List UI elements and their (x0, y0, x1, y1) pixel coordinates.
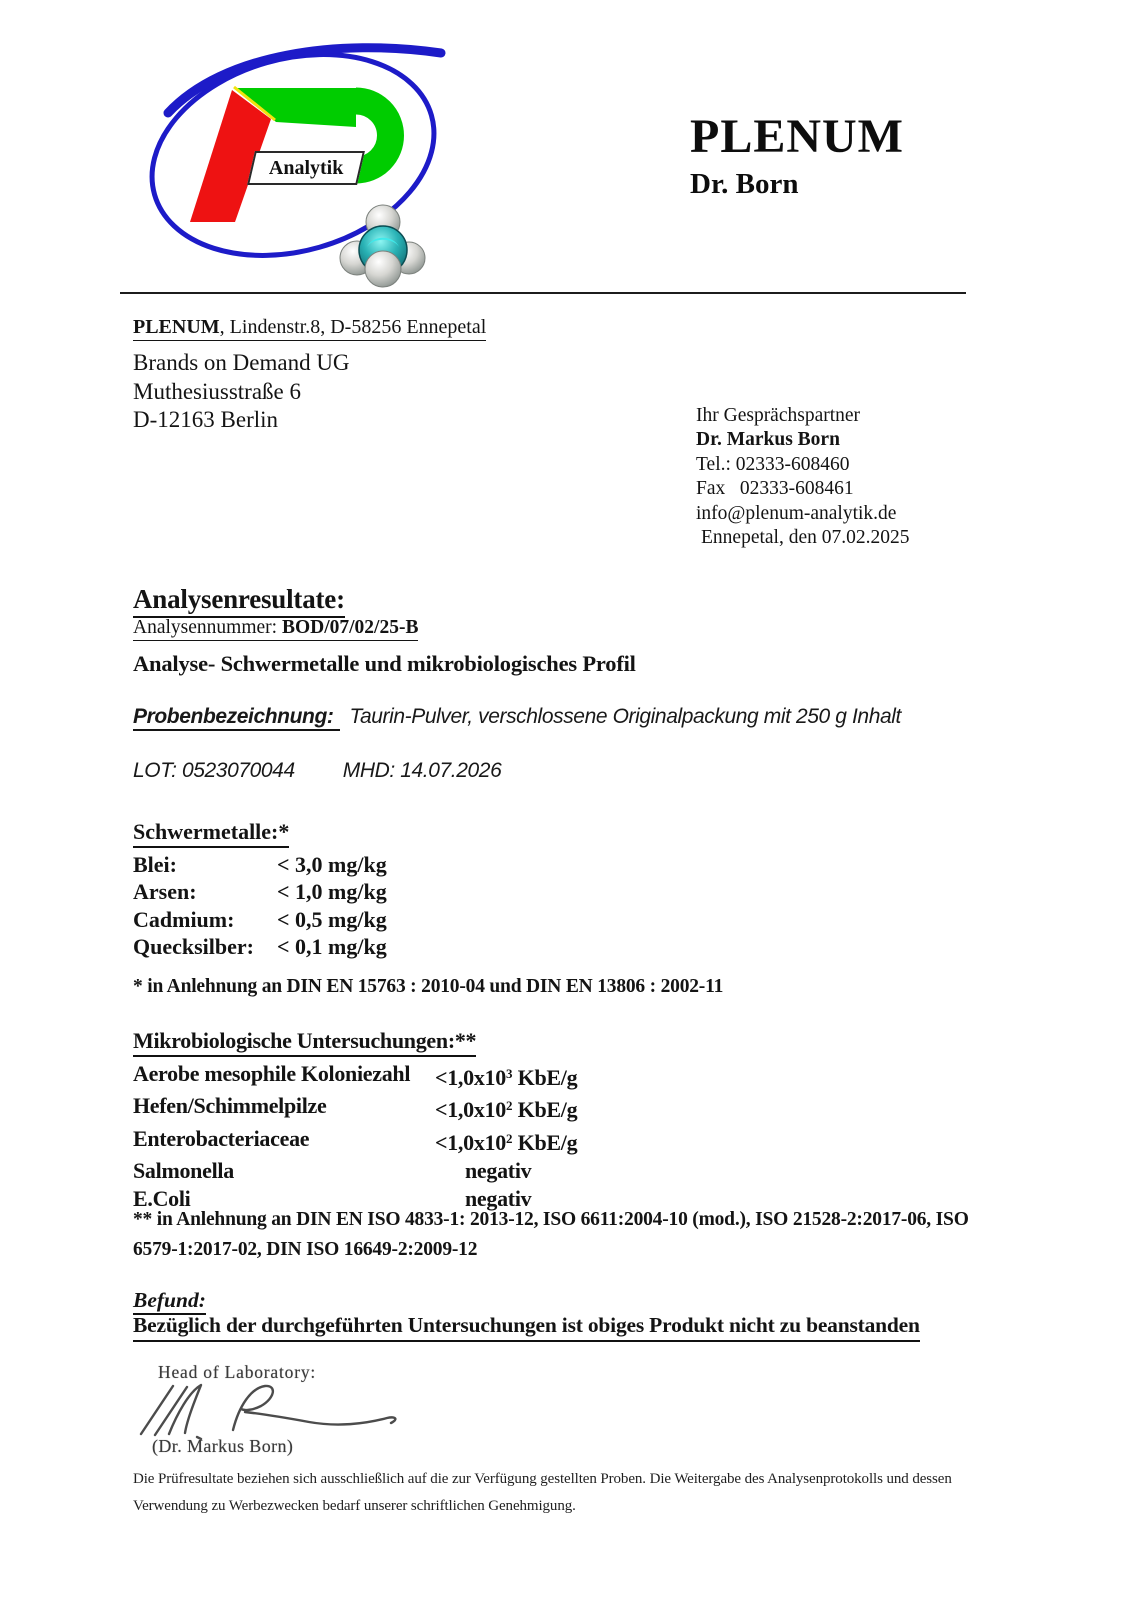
heavy-metals-table (133, 851, 387, 960)
lot-value: LOT: 0523070044 (133, 759, 295, 782)
sample-description: Taurin-Pulver, verschlossene Originalpackung mit 250 g Inhalt (349, 705, 901, 728)
analysis-number-label: Analysennummer: (133, 617, 282, 638)
micro-value-base: <1,0x10 (435, 1129, 506, 1155)
microbiology-title: Mikrobiologische Untersuchungen:** (133, 1028, 476, 1057)
micro-value-unit: KbE/g (512, 1065, 578, 1090)
heavy-metals-title: Schwermetalle:* (133, 819, 289, 848)
contact-tel: Tel.: 02333-608460 (696, 453, 850, 475)
contact-place-date: Ennepetal, den 07.02.2025 (701, 527, 910, 549)
micro-value-exponent: 2 (505, 1130, 513, 1146)
micro-value-base: <1,0x10 (435, 1065, 506, 1090)
contact-block (696, 404, 910, 550)
recipient-street: Muthesiusstraße 6 (133, 378, 302, 404)
table-row (133, 878, 387, 905)
micro-value-unit: KbE/g (512, 1097, 578, 1123)
micro-param-value (435, 1125, 577, 1157)
micro-param-label: Aerobe mesophile Koloniezahl (133, 1061, 411, 1086)
sample-label: Probenbezeichnung: (133, 705, 340, 731)
metal-label: Blei: (133, 852, 177, 877)
microbiology-table (133, 1060, 577, 1213)
signature-name: (Dr. Markus Born) (152, 1436, 294, 1456)
micro-param-label: Salmonella (133, 1157, 234, 1183)
sender-company: PLENUM (133, 316, 220, 338)
molecule-icon (340, 205, 425, 287)
recipient-name: Brands on Demand UG (133, 350, 350, 375)
micro-param-value (435, 1092, 577, 1124)
sender-line (133, 316, 486, 341)
table-row (133, 906, 387, 933)
brand-subname: Dr. Born (690, 168, 799, 200)
signature-role: Head of Laboratory: (158, 1362, 317, 1382)
logo-analytik-box (247, 151, 365, 185)
metal-value: < 0,5 mg/kg (277, 906, 387, 932)
contact-email: info@plenum-analytik.de (696, 502, 897, 524)
mhd-value: MHD: 14.07.2026 (342, 759, 502, 782)
analysis-title: Analyse- Schwermetalle und mikrobiologisches Profil (133, 651, 636, 676)
footer-line: Verwendung zu Werbezwecken bedarf unserer schriftlichen Genehmigung. (133, 1498, 576, 1514)
micro-value-base: <1,0x10 (435, 1097, 506, 1123)
metal-label: Arsen: (133, 879, 197, 905)
sample-line (133, 705, 901, 729)
micro-param-value (435, 1060, 577, 1092)
header-divider (120, 292, 966, 294)
micro-value-base: negativ (465, 1186, 532, 1212)
microbiology-footnote: ** in Anlehnung an DIN EN ISO 4833-1: 2013-12, ISO 6611:2004-10 (mod.), ISO 21528-2:2017-06, ISO 6579-1:2017-02, DIN ISO 16649-2:2009-12 (133, 1209, 969, 1260)
micro-param-label: E.Coli (133, 1186, 191, 1212)
signature-image (133, 1378, 413, 1440)
micro-param-label: Enterobacteriaceae (133, 1125, 310, 1151)
findings-label: Befund: (133, 1288, 206, 1315)
micro-param-label: Hefen/Schimmelpilze (133, 1093, 327, 1119)
micro-value-exponent: 2 (505, 1098, 513, 1114)
contact-name: Dr. Markus Born (696, 429, 840, 451)
micro-value-base: negativ (465, 1157, 532, 1183)
micro-value-unit: KbE/g (512, 1129, 578, 1155)
lot-line (133, 759, 501, 783)
table-row (133, 933, 387, 960)
micro-value-exponent: 3 (505, 1066, 513, 1081)
metal-value: < 3,0 mg/kg (277, 852, 387, 877)
table-row (133, 1092, 577, 1124)
footer-disclaimer (133, 1466, 952, 1520)
table-row (133, 1060, 577, 1092)
metal-label: Cadmium: (133, 906, 235, 932)
brand-name: PLENUM (690, 110, 904, 163)
metal-value: < 0,1 mg/kg (277, 933, 387, 959)
contact-fax: Fax 02333-608461 (696, 478, 854, 500)
micro-param-value (435, 1157, 531, 1185)
recipient-address (133, 349, 350, 435)
analysis-number-line (133, 617, 418, 641)
metal-value: < 1,0 mg/kg (277, 879, 387, 905)
table-row (133, 1125, 577, 1157)
footer-line: Die Prüfresultate beziehen sich ausschließlich auf die zur Verfügung gestellten Proben. Die Weitergabe des Analysenprotokolls und dessen (133, 1471, 952, 1487)
results-title: Analysenresultate: (133, 584, 345, 618)
logo-analytik-label: Analytik (268, 156, 344, 179)
brand-block (690, 112, 904, 201)
contact-intro: Ihr Gesprächspartner (696, 405, 861, 426)
recipient-city: D-12163 Berlin (133, 407, 279, 432)
analysis-number-value: BOD/07/02/25-B (281, 617, 419, 638)
heavy-metals-footnote: * in Anlehnung an DIN EN 15763 : 2010-04 und DIN EN 13806 : 2002-11 (133, 976, 724, 997)
findings-statement: Bezüglich der durchgeführten Untersuchungen ist obiges Produkt nicht zu beanstanden (133, 1313, 920, 1342)
table-row (133, 851, 387, 878)
metal-label: Quecksilber: (133, 933, 254, 959)
table-row (133, 1157, 577, 1185)
sender-address: , Lindenstr.8, D-58256 Ennepetal (219, 316, 487, 338)
